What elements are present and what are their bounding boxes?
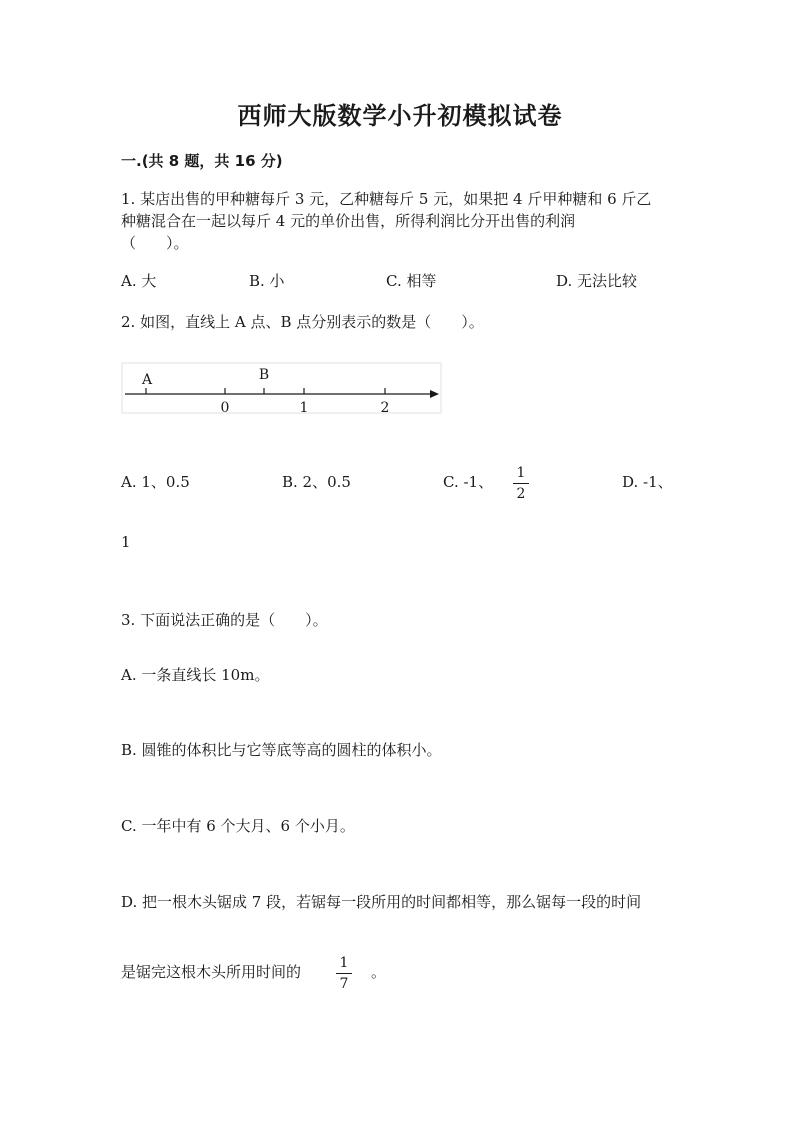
q3-option-d-line2: 是锯完这根木头所用时间的: [121, 963, 302, 981]
q1-option-b[interactable]: B. 小: [249, 272, 285, 290]
figure-frame: [122, 363, 441, 413]
q2-option-c[interactable]: C. -1、: [443, 473, 494, 491]
fraction-bar: [336, 973, 352, 974]
q2-option-b[interactable]: B. 2、0.5: [282, 473, 351, 491]
q1-stem-line1: 1. 某店出售的甲种糖每斤 3 元，乙种糖每斤 5 元，如果把 4 斤甲种糖和 6 斤乙: [121, 190, 652, 208]
tick-label-1: 1: [299, 400, 309, 416]
q3-option-d-end: 。: [371, 963, 387, 981]
fraction-denominator: 2: [516, 486, 526, 502]
axis-arrow-icon: [430, 390, 439, 398]
q3-option-d-line1[interactable]: D. 把一根木头锯成 7 段，若锯每一段所用的时间都相等，那么锯每一段的时间: [121, 893, 642, 911]
fraction-denominator: 7: [339, 976, 349, 992]
tick-label-0: 0: [220, 400, 230, 416]
point-b-label: B: [258, 367, 270, 383]
section-header: 一.(共 8 题，共 16 分): [121, 152, 283, 170]
q1-stem-line3: （ ）。: [121, 234, 189, 252]
q2-option-d[interactable]: D. -1、: [622, 473, 673, 491]
q3-option-b[interactable]: B. 圆锥的体积比与它等底等高的圆柱的体积小。: [121, 741, 442, 759]
q1-option-a[interactable]: A. 大: [121, 272, 157, 290]
q3-stem: 3. 下面说法正确的是（ ）。: [121, 611, 328, 629]
q3-option-d-fraction: [336, 955, 352, 992]
q2-option-d-continued: 1: [121, 533, 131, 551]
fraction-numerator: 1: [516, 465, 526, 481]
q1-option-d[interactable]: D. 无法比较: [556, 272, 638, 290]
point-a-label: A: [141, 372, 153, 388]
q2-stem: 2. 如图，直线上 A 点、B 点分别表示的数是（ ）。: [121, 313, 484, 331]
tick-label-2: 2: [380, 400, 390, 416]
fraction-bar: [513, 483, 529, 484]
q3-option-c[interactable]: C. 一年中有 6 个大月、6 个小月。: [121, 817, 355, 835]
q1-option-c[interactable]: C. 相等: [386, 272, 437, 290]
q2-option-a[interactable]: A. 1、0.5: [121, 473, 190, 491]
fraction-numerator: 1: [339, 955, 349, 971]
number-line-figure: [121, 362, 443, 416]
q3-option-a[interactable]: A. 一条直线长 10m。: [121, 666, 270, 684]
page-title: 西师大版数学小升初模拟试卷: [237, 102, 563, 130]
q2-option-c-fraction: [513, 465, 529, 502]
q1-stem-line2: 种糖混合在一起以每斤 4 元的单价出售，所得利润比分开出售的利润: [121, 212, 576, 230]
